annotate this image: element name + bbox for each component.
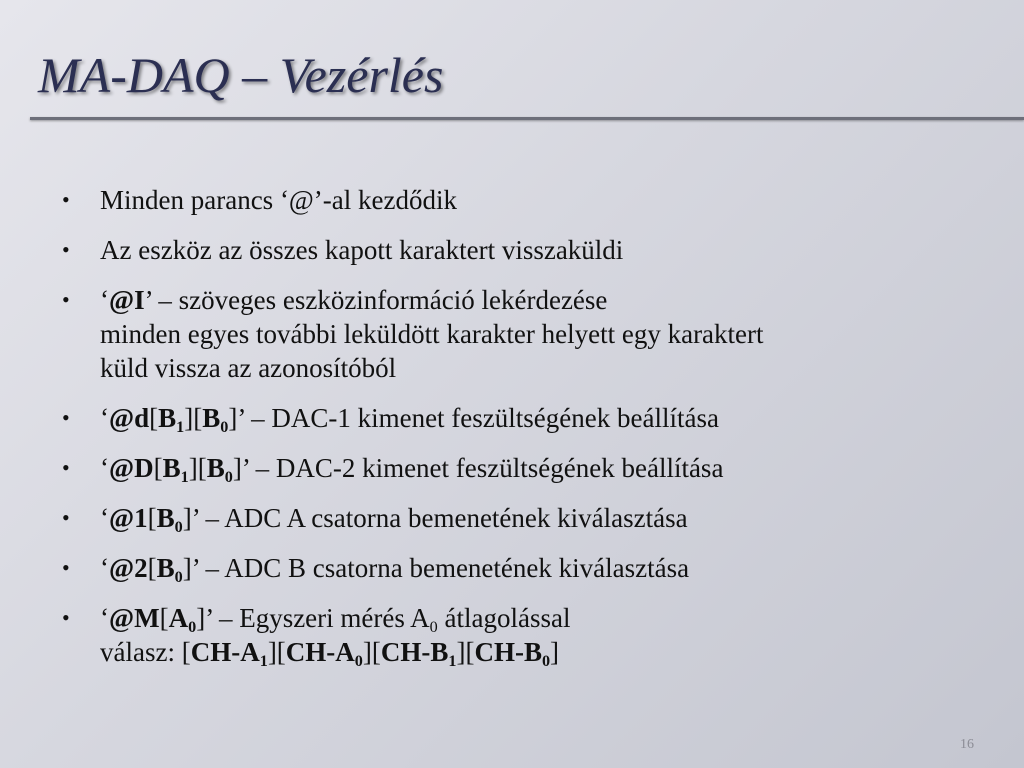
list-item [62,501,992,535]
command-code: @D [109,453,154,483]
list-item [62,233,992,267]
list-item [62,183,992,217]
quote-close: ’ [241,453,249,483]
command-description: – DAC-2 kimenet feszültségének beállítása [248,453,724,483]
quote-close: ’ [205,603,213,633]
command-code: @2 [109,553,148,583]
quote-close: ’ [191,503,199,533]
command-description: – ADC A csatorna bemenetének kiválasztása [198,503,688,533]
quote-close: ’ [144,285,152,315]
quote-close: ’ [191,553,199,583]
reply-ch-b1: $CH-B_1$ [380,637,457,670]
quote-open: ‘ [100,603,109,633]
bullet-line-3: küld vissza az azonosítóból [100,353,397,383]
bullet-line-1: ‘$@D[B_1][B_0]$’ – DAC-2 kimenet feszültségének beállítása [100,453,724,486]
command-code: @M [109,603,160,633]
page-number: 16 [960,737,974,752]
quote-open: ‘ [100,285,109,315]
quote-open: ‘ [100,453,109,483]
bullet-list [62,183,992,685]
reply-ch-b0: $CH-B_0$ [474,637,551,670]
title-underline [30,117,1024,120]
bullet-icon: • [62,287,70,312]
bullet-icon: • [62,187,70,212]
command-code: @1 [109,503,148,533]
list-item [62,601,992,669]
bullet-text: Az eszköz az összes kapott karaktert visszaküldi [100,235,624,265]
quote-open: ‘ [100,553,109,583]
bullet-line-1: ‘$@2[B_0]$’ – ADC B csatorna bemenetének kiválasztása [100,553,690,586]
list-item [62,551,992,585]
command-code: @d [109,403,150,433]
param-byte-0: $B_0$ [206,453,233,486]
reply-label: válasz: [100,637,182,667]
list-item [62,401,992,435]
list-item [62,283,992,385]
param-average-count: $A_0$ [168,603,197,636]
bullet-line-1 [100,283,992,317]
bullet-line-1: ‘$@1[B_0]$’ – ADC A csatorna bemenetének kiválasztása [100,503,688,536]
bullet-icon: • [62,605,70,630]
bullet-line-1: ‘$@d[B_1][B_0]$’ – DAC-1 kimenet feszültségének beállítása [100,403,719,436]
quote-close: ’ [237,403,245,433]
bullet-line-2: minden egyes további leküldött karakter helyett egy karaktert [100,319,764,349]
bullet-text: Minden parancs ‘@’-al kezdődik [100,185,457,215]
bullet-icon: • [62,455,70,480]
reply-ch-a1: $CH-A_1$ [190,637,268,670]
command-description: – Egyszeri mérés $A_0$ átlagolással [212,603,571,636]
bullet-icon: • [62,237,70,262]
param-byte-1: $B_1$ [162,453,189,486]
quote-open: ‘ [100,503,109,533]
reply-format: válasz: $[CH-A_1][CH-A_0][CH-B_1][CH-B_0]$ [100,637,560,670]
bullet-icon: • [62,505,70,530]
param-byte-1: $B_1$ [158,403,185,436]
list-item [62,451,992,485]
command-description: – szöveges eszközinformáció lekérdezése [151,285,608,315]
reply-ch-a0: $CH-A_0$ [285,637,363,670]
bullet-icon: • [62,405,70,430]
param-byte-0: $B_0$ [202,403,229,436]
slide-title: MA-DAQ – Vezérlés [38,47,444,103]
command-description: – ADC B csatorna bemenetének kiválasztása [198,553,690,583]
command-code: @I [109,285,145,315]
bullet-line-1: ‘$@M[A_0]$’ – Egyszeri mérés $A_0$ átlagolással [100,603,571,636]
bullet-icon: • [62,555,70,580]
quote-open: ‘ [100,403,109,433]
command-description: – DAC-1 kimenet feszültségének beállítása [244,403,719,433]
param-byte-0: $B_0$ [156,553,183,586]
param-byte-0: $B_0$ [156,503,183,536]
